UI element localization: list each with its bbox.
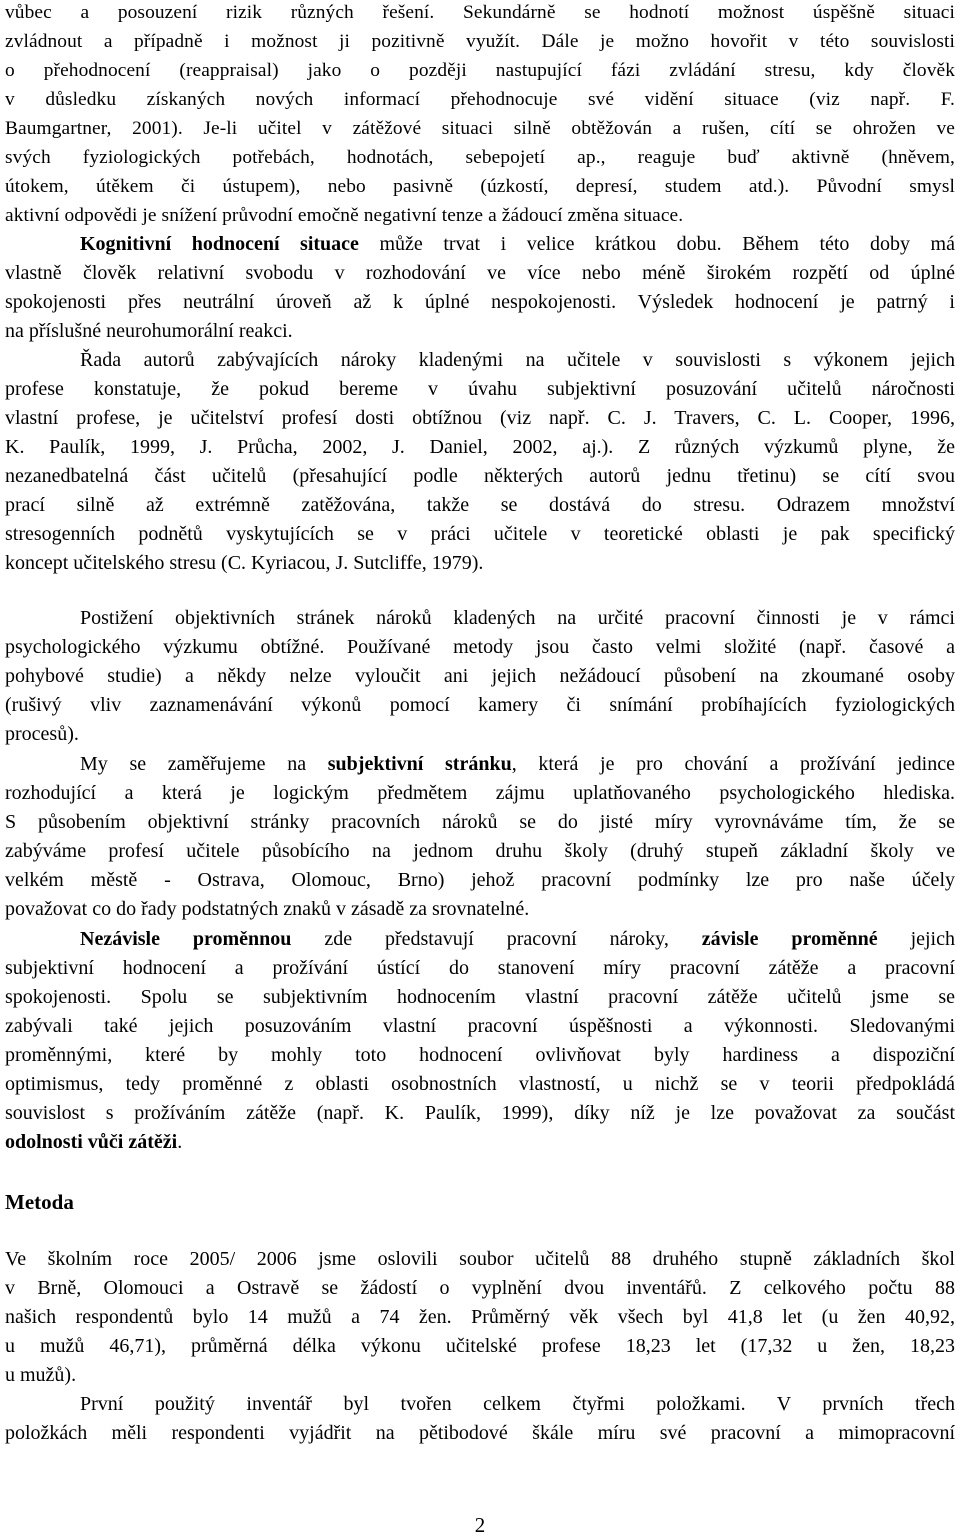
text-line: pohybové studie) a někdy nelze vyloučit ani jejich nežádoucí působení na zkoumané osoby — [5, 665, 955, 687]
text-line — [5, 1128, 955, 1157]
paragraph-3 — [5, 346, 955, 578]
text-line: (rušivý vliv zaznamenávání výkonů pomocí kamery či snímání probíhajících fyziologických — [5, 694, 955, 716]
text-fragment: jejich — [877, 928, 955, 950]
page-number: 2 — [474, 1513, 486, 1537]
text-line: subjektivní hodnocení a prožívání ústící do stanovení míry pracovní zátěže a pracovní — [5, 957, 955, 979]
text-line: spokojenosti přes neutrální úroveň až k úplné nespokojenosti. Výsledek hodnocení je patrný i — [5, 291, 955, 313]
paragraph-5 — [5, 750, 955, 924]
text-line: u mužů). — [5, 1364, 77, 1386]
text-line: prací silně až extrémně zatěžována, takže se dostává do stresu. Odrazem množství — [5, 494, 955, 516]
text-line: položkách měli respondenti vyjádřit na pětibodové škále míru své pracovní a mimopracovní — [5, 1422, 955, 1444]
text-line: psychologického výzkumu obtížné. Používané metody jsou často velmi složité (např. časové a — [5, 636, 955, 658]
bold-term: závisle proměnné — [701, 928, 878, 950]
text-fragment: , která je pro chování a prožívání jedince — [511, 753, 955, 775]
text-line: souvislost s prožíváním zátěže (např. K. Paulík, 1999), díky níž je lze považovat za součást — [5, 1102, 955, 1124]
text-line: zvládnout a případně i možnost ji pozitivně využít. Dále je možno hovořit v této souvislosti — [5, 31, 955, 52]
text-line: nezanedbatelná část učitelů (přesahující podle některých autorů jednu třetinu) se cítí svou — [5, 465, 955, 487]
text-line: stresogenních podnětů vyskytujících se v práci učitele v teoretické oblasti je pak specifický — [5, 523, 955, 545]
paragraph-2 — [5, 230, 955, 346]
text-line: našich respondentů bylo 14 mužů a 74 žen. Průměrný věk všech byl 41,8 let (u žen 40,92, — [5, 1306, 955, 1328]
text-line: Ve školním roce 2005/ 2006 jsme oslovili soubor učitelů 88 druhého stupně základních škol — [5, 1248, 955, 1270]
text-line — [5, 750, 955, 779]
text-line: svých fyziologických potřebách, hodnotách, sebepojetí ap., reaguje buď aktivně (hněvem, — [5, 147, 955, 168]
text-line: Baumgartner, 2001). Je-li učitel v zátěžové situaci silně obtěžován a rušen, cítí se ohrožen ve — [5, 118, 955, 139]
text-line: K. Paulík, 1999, J. Průcha, 2002, J. Daniel, 2002, aj.). Z různých výzkumů plyne, že — [5, 436, 955, 458]
text-line: na příslušné neurohumorální reakci. — [5, 320, 293, 342]
text-line: velkém městě - Ostrava, Olomouc, Brno) jehož pracovní podmínky lze pro naše účely — [5, 869, 955, 891]
paragraph-6 — [5, 925, 955, 1157]
text-line: aktivní odpovědi je snížení průvodní emočně negativní tenze a žádoucí změna situace. — [5, 205, 684, 226]
text-line: považovat co do řady podstatných znaků v zásadě za srovnatelné. — [5, 898, 530, 920]
text-line: vlastní profese, je učitelství profesí dosti obtížnou (viz např. C. J. Travers, C. L. Cooper, 1996, — [5, 407, 955, 429]
text-line — [5, 230, 955, 259]
text-line: Řada autorů zabývajících nároky kladenými na učitele v souvislosti s výkonem jejich — [80, 349, 955, 371]
text-fragment: . — [177, 1131, 183, 1153]
text-line: u mužů 46,71), průměrná délka výkonu učitelské profese 18,23 let (17,32 u žen, 18,23 — [5, 1335, 955, 1357]
text-line: v důsledku získaných nových informací přehodnocuje své vidění situace (viz např. F. — [5, 89, 955, 110]
bold-term: Nezávisle proměnnou — [80, 928, 292, 950]
method-paragraph-2 — [5, 1390, 955, 1448]
paragraph-4 — [5, 604, 955, 749]
text-line: S působením objektivní stránky pracovních nároků se do jisté míry vyrovnáváme tím, že se — [5, 811, 955, 833]
text-line: proměnnými, které by mohly toto hodnocení ovlivňovat byly hardiness a dispoziční — [5, 1044, 955, 1066]
text-line: zabýváme profesí učitele působícího na jednom druhu školy (druhý stupeň základní školy ve — [5, 840, 955, 862]
text-line: Postižení objektivních stránek nároků kladených na určité pracovní činnosti je v rámci — [80, 607, 955, 629]
paragraph-1 — [5, 0, 955, 230]
text-line: profese konstatuje, že pokud bereme v úvahu subjektivní posuzování učitelů náročnosti — [5, 378, 955, 400]
method-paragraph-1 — [5, 1245, 955, 1390]
text-line: o přehodnocení (reappraisal) jako o později nastupující fázi zvládání stresu, kdy člověk — [5, 60, 955, 81]
text-line: zabývali také jejich posuzováním vlastní pracovní úspěšnosti a výkonnosti. Sledovanými — [5, 1015, 955, 1037]
text-fragment: může trvat i velice krátkou dobu. Během této doby má — [358, 233, 955, 255]
section-heading: Metoda — [5, 1190, 74, 1214]
text-line: v Brně, Olomouci a Ostravě se žádostí o vyplnění dvou inventářů. Z celkového počtu 88 — [5, 1277, 955, 1299]
text-line: vlastně člověk relativní svobodu v rozhodování ve více nebo méně širokém rozpětí od úplné — [5, 262, 955, 284]
bold-term: Kognitivní hodnocení situace — [80, 233, 359, 255]
text-line: útokem, útěkem či ústupem), nebo pasivně (úzkostí, depresí, studem atd.). Původní smysl — [5, 176, 955, 197]
text-fragment: zde představují pracovní nároky, — [291, 928, 702, 950]
text-fragment: My se zaměřujeme na — [80, 753, 328, 775]
text-line: První použitý inventář byl tvořen celkem čtyřmi položkami. V prvních třech — [80, 1393, 955, 1415]
text-line: rozhodující a která je logickým předmětem zájmu uplatňovaného psychologického hlediska. — [5, 782, 955, 804]
text-line: vůbec a posouzení rizik různých řešení. Sekundárně se hodnotí možnost úspěšně situaci — [5, 2, 955, 23]
text-line: koncept učitelského stresu (C. Kyriacou, J. Sutcliffe, 1979). — [5, 552, 484, 574]
bold-term: odolnosti vůči zátěži — [5, 1131, 178, 1153]
text-line: procesů). — [5, 723, 79, 745]
bold-term: subjektivní stránku — [327, 753, 512, 775]
text-line: optimismus, tedy proměnné z oblasti osobnostních vlastností, u nichž se v teorii předpokládá — [5, 1073, 955, 1095]
text-line: spokojenosti. Spolu se subjektivním hodnocením vlastní pracovní zátěže učitelů jsme se — [5, 986, 955, 1008]
text-line — [5, 925, 955, 954]
